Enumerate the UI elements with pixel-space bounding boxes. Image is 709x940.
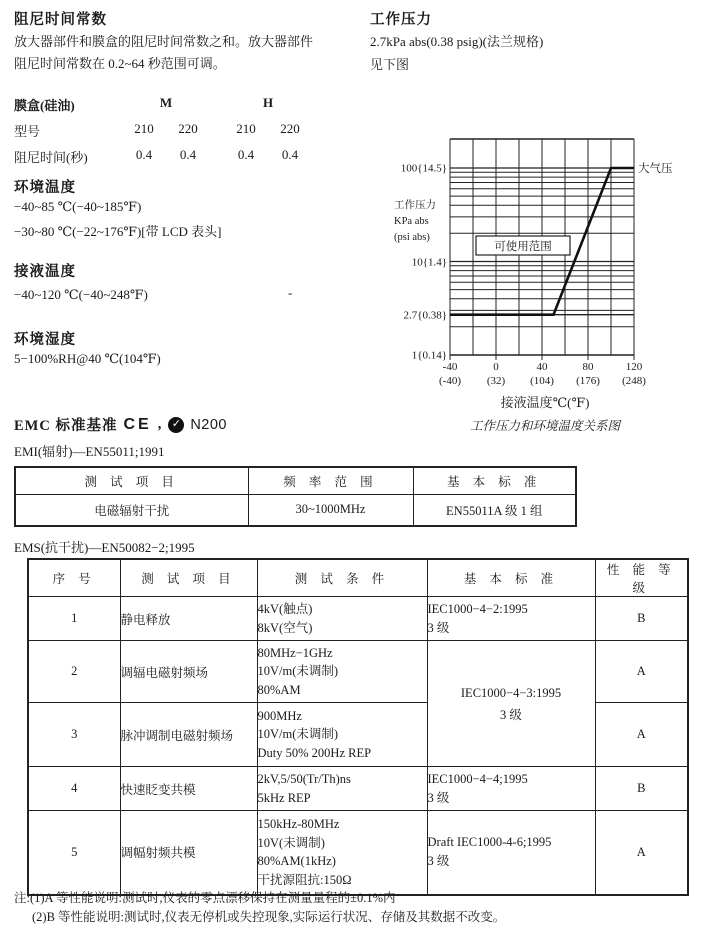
emi-table: [14, 466, 577, 527]
performance-grade: B: [595, 767, 688, 811]
ems-row-2: [28, 641, 688, 703]
x-tick-f: (176): [576, 375, 600, 387]
ems-col-performance-grade: 性 能 等 级: [595, 559, 688, 597]
process-temp-line1: −40~120 ℃(−40~248℉): [14, 287, 148, 302]
standard-line: 3 级: [427, 854, 450, 869]
row-no: 3: [28, 703, 120, 767]
ems-standard-line: EMS(抗干扰)—EN50082−2;1995: [14, 540, 195, 555]
damping-section-title: 阻尼时间常数: [14, 12, 107, 28]
time-value: 0.4: [237, 147, 255, 162]
group-header-h: H: [262, 95, 274, 110]
ce-mark-icon: CE: [123, 415, 152, 433]
ems-header-row: [28, 559, 688, 597]
emc-heading: EMC 标准基准: [14, 418, 118, 434]
test-item: 静电释放: [120, 597, 257, 641]
basic-standard: [427, 597, 595, 641]
basic-standard: [427, 767, 595, 811]
performance-grade: B: [595, 597, 688, 641]
y-tick-1: 1{0.14}: [411, 349, 447, 362]
standard-line: Draft IEC1000-4-6;1995: [427, 835, 552, 850]
damping-desc-line2: 阻尼时间常数在 0.2~64 秒范围可调。: [14, 56, 226, 71]
basic-standard: [427, 811, 595, 895]
humidity-line1: 5−100%RH@40 ℃(104℉): [14, 351, 161, 366]
condition-line: 900MHz: [257, 708, 302, 723]
working-pressure-line2: 见下图: [370, 57, 410, 72]
row-no: 1: [28, 597, 120, 641]
condition-line: 150kHz-80MHz: [257, 817, 340, 832]
condition-line: 4kV(触点): [257, 602, 313, 616]
x-tick: 120: [625, 361, 643, 373]
y-tick-100: 100{14.5}: [400, 162, 447, 175]
damping-desc-line1: 放大器部件和膜盒的阻尼时间常数之和。放大器部件: [14, 34, 314, 49]
condition-line: 5kHz REP: [257, 790, 311, 805]
basic-standard-merged: [427, 641, 595, 767]
ems-col-test-item: 测 试 项 目: [120, 559, 257, 597]
row-no: 2: [28, 641, 120, 703]
ems-col-no: 序 号: [28, 559, 120, 597]
x-tick-f: (-40): [439, 375, 461, 387]
emi-basic-standard: EN55011A 级 1 组: [413, 494, 576, 526]
capsule-label: 膜盒(硅油): [14, 98, 75, 113]
ems-row-5: [28, 811, 688, 895]
condition-line: 80%AM(1kHz): [257, 854, 336, 869]
model-value: 210: [236, 121, 256, 136]
emi-standard-line: EMI(辐射)—EN55011;1991: [14, 444, 165, 459]
row-no: 5: [28, 811, 120, 895]
emi-test-item: 电磁辐射干扰: [15, 494, 248, 526]
condition-line: 80MHz−1GHz: [257, 645, 333, 660]
ems-col-test-condition: 测 试 条 件: [257, 559, 427, 597]
ems-row-4: [28, 767, 688, 811]
ems-col-basic-standard: 基 本 标 准: [427, 559, 595, 597]
condition-line: Duty 50% 200Hz REP: [257, 745, 372, 760]
emi-frequency-range: 30~1000MHz: [248, 494, 413, 526]
emc-separator: ,: [157, 416, 163, 432]
scan-artifact-dash: -: [288, 285, 293, 300]
ems-row-1: [28, 597, 688, 641]
y-axis-label-line1: 工作压力: [394, 200, 436, 211]
time-value: 0.4: [135, 147, 153, 162]
test-conditions: [257, 641, 427, 703]
condition-line: 2kV,5/50(Tr/Th)ns: [257, 772, 351, 786]
condition-line: 8kV(空气): [257, 620, 313, 635]
performance-grade: A: [595, 641, 688, 703]
time-value: 0.4: [281, 147, 299, 162]
ambient-temp-title: 环境温度: [14, 180, 76, 196]
group-header-m: M: [159, 95, 173, 110]
x-tick-f: (104): [530, 375, 554, 387]
y-axis-label-line2: KPa abs: [394, 216, 429, 227]
damping-table: [14, 95, 354, 166]
time-row-label: 阻尼时间(秒): [14, 150, 88, 165]
standard-line: IEC1000−4−3:1995: [460, 685, 562, 700]
time-value: 0.4: [179, 147, 197, 162]
standard-line: 3 级: [427, 620, 450, 635]
emi-data-row: [15, 494, 576, 526]
test-item: 快速眨变共模: [120, 767, 257, 811]
model-value: 220: [178, 121, 198, 136]
test-conditions: [257, 597, 427, 641]
test-conditions: [257, 767, 427, 811]
model-row-label: 型号: [14, 124, 41, 139]
y-axis-label-line3: (psi abs): [394, 232, 430, 243]
ctick-number: N200: [190, 416, 227, 433]
x-tick-f: (248): [622, 375, 646, 387]
condition-line: 10V(未调制): [257, 835, 325, 850]
x-tick: 40: [536, 361, 548, 373]
working-pressure-line1: 2.7kPa abs(0.38 psig)(法兰规格): [370, 34, 544, 49]
standard-line: 3 级: [427, 790, 450, 805]
test-conditions: [257, 703, 427, 767]
ambient-temp-line1: −40~85 ℃(−40~185℉): [14, 199, 142, 214]
emi-col-frequency-range: 频 率 范 围: [248, 467, 413, 494]
humidity-title: 环境湿度: [14, 332, 76, 348]
ems-table: [27, 558, 689, 896]
x-axis-label: 接液温度℃(℉): [500, 395, 590, 410]
y-tick-10: 10{1.4}: [411, 256, 447, 269]
test-conditions: [257, 811, 427, 895]
note-a-grade: 注:(1)A 等性能说明:测试时,仪表的零点漂移保持在测量量程的±0.1%内: [14, 891, 396, 905]
emi-col-basic-standard: 基 本 标 准: [413, 467, 576, 494]
usable-range-label: 可使用范围: [494, 241, 552, 253]
model-value: 210: [134, 121, 154, 136]
y-tick-2p7: 2.7{0.38}: [403, 309, 447, 322]
x-tick: 0: [493, 361, 499, 373]
row-no: 4: [28, 767, 120, 811]
working-pressure-title: 工作压力: [370, 12, 432, 28]
ambient-temp-line2: −30~80 ℃(−22~176℉)[带 LCD 表头]: [14, 224, 222, 239]
performance-grade: A: [595, 811, 688, 895]
chart-caption: 工作压力和环境温度关系图: [469, 419, 621, 433]
standard-line: IEC1000−4−4;1995: [427, 771, 528, 786]
pressure-temperature-chart: [390, 130, 709, 435]
condition-line: 干扰源阻抗:150Ω: [257, 872, 352, 887]
emc-heading-row: [14, 414, 227, 435]
emi-col-test-item: 测 试 项 目: [15, 467, 248, 494]
x-tick-f: (32): [486, 375, 506, 387]
x-tick: -40: [442, 361, 458, 373]
condition-line: 10V/m(未调制): [257, 727, 339, 742]
note-b-grade: (2)B 等性能说明:测试时,仪表无停机或失控现象,实际运行状况、存储及其数据不改变。: [32, 910, 506, 924]
atmosphere-label: 大气压: [638, 163, 673, 175]
standard-line: 3 级: [500, 707, 522, 722]
ctick-mark-icon: ✓: [168, 417, 184, 433]
x-tick: 80: [582, 361, 594, 373]
test-item: 脉冲调制电磁射频场: [120, 703, 257, 767]
condition-line: 80%AM: [257, 682, 301, 697]
test-item: 调辐电磁射频场: [120, 641, 257, 703]
process-temp-title: 接液温度: [14, 264, 76, 280]
performance-grade: A: [595, 703, 688, 767]
model-value: 220: [280, 121, 300, 136]
test-item: 调幅射频共模: [120, 811, 257, 895]
standard-line: IEC1000−4−2:1995: [427, 601, 528, 616]
condition-line: 10V/m(未调制): [257, 664, 339, 679]
emi-header-row: [15, 467, 576, 494]
